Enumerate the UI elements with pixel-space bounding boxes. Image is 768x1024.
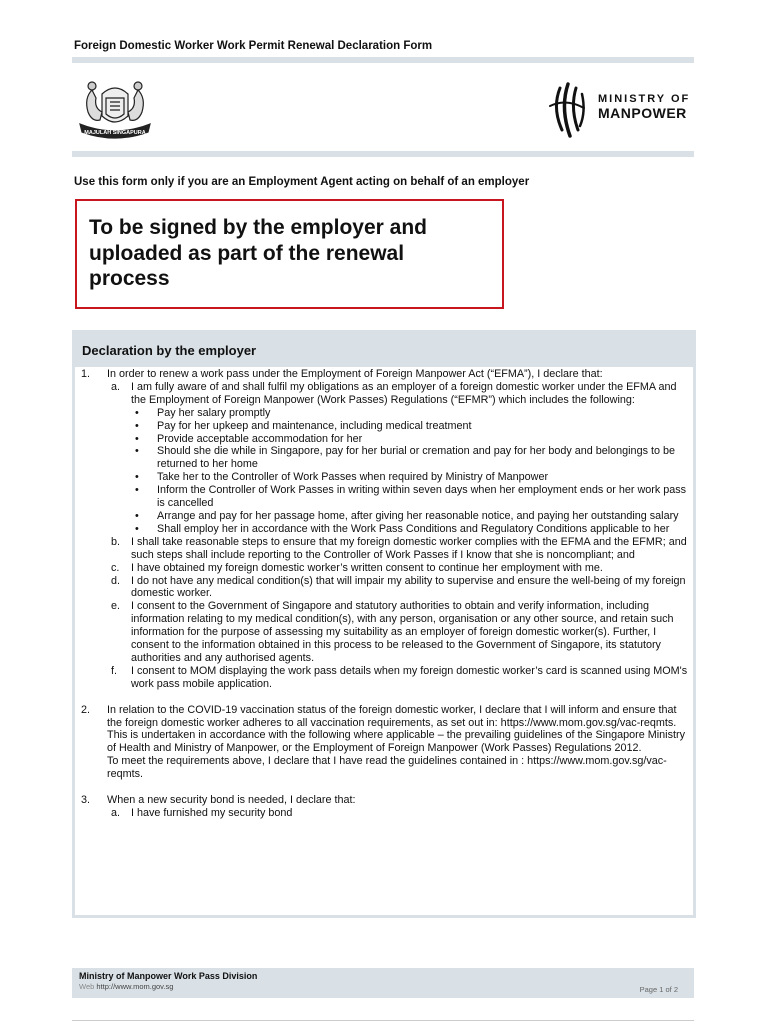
declaration-item — [75, 471, 693, 484]
svg-text:MANPOWER: MANPOWER — [598, 105, 687, 121]
declaration-item-text: I consent to MOM displaying the work pass details when my foreign domestic worker’s card is scanned using MOM's work pass mobile application. — [131, 664, 688, 690]
declaration-item — [75, 600, 693, 665]
declaration-item — [75, 794, 693, 807]
declaration-item-text: When a new security bond is needed, I declare that: — [107, 794, 356, 807]
svg-text:MAJULAH SINGAPURA: MAJULAH SINGAPURA — [84, 130, 146, 136]
list-spacer — [75, 691, 693, 704]
signing-notice-text: To be signed by the employer and uploaded as part of the renewal process — [89, 216, 427, 290]
declaration-item-text: Inform the Controller of Work Passes in writing within seven days when her employment ends or her work pass is cancelled — [157, 484, 687, 510]
declaration-item-marker: f. — [111, 664, 117, 677]
declaration-body — [75, 367, 693, 915]
declaration-item-marker: • — [135, 445, 139, 458]
document-title: Foreign Domestic Worker Work Permit Renewal Declaration Form — [74, 40, 433, 52]
footer-web-label: Web — [79, 982, 95, 991]
declaration-item — [75, 665, 693, 691]
declaration-item-text: In relation to the COVID-19 vaccination status of the foreign domestic worker, I declare that I will inform and ensure that the foreign domestic worker adheres to all vaccination requirements, as set out in: https://www.mom.gov.sg/vac-reqmts. — [107, 703, 677, 729]
usage-instruction: Use this form only if you are an Employment Agent acting on behalf of an employer — [74, 176, 530, 188]
declaration-item-text: Pay her salary promptly — [157, 406, 271, 419]
declaration-item — [75, 729, 693, 755]
header-divider-top — [72, 57, 694, 63]
declaration-item — [75, 407, 693, 420]
declaration-item-marker: • — [135, 471, 139, 484]
declaration-heading: Declaration by the employer — [82, 343, 257, 358]
declaration-item-text: This is undertaken in accordance with the following where applicable – the prevailing guidelines of the Singapore Ministry of Health and Ministry of Manpower, or the Employment of Foreign Manpower (Work Passes) Regulations 2012. — [107, 729, 685, 755]
declaration-item-text: I consent to the Government of Singapore and statutory authorities to obtain and verify information, including information relating to my medical condition(s), with any person, organisation or any other source, and retain such information for the purpose of assessing my suitability as an employer of foreign domestic worker(s). Further, I consent to the information obtained in this process to be released to the Government of Singapore, its statutory authorities and any authorised agents. — [131, 600, 674, 664]
declaration-item-text: Pay for her upkeep and maintenance, including medical treatment — [157, 419, 472, 432]
declaration-item-marker: • — [135, 509, 139, 522]
declaration-item-marker: 3. — [81, 794, 91, 807]
footer — [72, 968, 694, 998]
declaration-item — [75, 368, 693, 381]
page-number: Page 1 of 2 — [639, 985, 678, 994]
declaration-item-text: I do not have any medical condition(s) that will impair my ability to supervise and ensure the well-being of my foreign domestic worker. — [131, 574, 686, 600]
svg-text:MINISTRY OF: MINISTRY OF — [598, 93, 691, 105]
declaration-item-marker: a. — [111, 807, 121, 819]
declaration-item-marker: • — [135, 419, 139, 432]
declaration-item-marker: 2. — [81, 703, 91, 716]
declaration-item-text: Arrange and pay for her passage home, after giving her reasonable notice, and paying her outstanding salary — [157, 509, 679, 522]
declaration-item-text: Provide acceptable accommodation for her — [157, 432, 363, 445]
declaration-item — [75, 433, 693, 446]
declaration-item — [75, 704, 693, 730]
singapore-crest-logo — [72, 72, 158, 142]
declaration-item-marker: b. — [111, 535, 121, 548]
declaration-item — [75, 536, 693, 562]
signing-notice-box — [75, 199, 504, 309]
declaration-item-text: I shall take reasonable steps to ensure that my foreign domestic worker complies with the EFMA and the EFMR; and such steps shall include reporting to the Controller of Work Passes if I know that she is noncompliant; and — [131, 535, 687, 561]
declaration-item — [75, 755, 693, 781]
declaration-item-marker: d. — [111, 574, 121, 587]
footer-web-link[interactable]: http://www.mom.gov.sg — [96, 982, 174, 991]
footer-organisation: Ministry of Manpower Work Pass Division — [79, 971, 258, 981]
declaration-item — [75, 562, 693, 575]
declaration-item-text: In order to renew a work pass under the Employment of Foreign Manpower Act (“EFMA”), I declare that: — [107, 368, 603, 380]
declaration-list — [75, 367, 693, 820]
declaration-item-text: Take her to the Controller of Work Passes when required by Ministry of Manpower — [157, 471, 549, 484]
list-spacer — [75, 781, 693, 794]
declaration-item — [75, 445, 693, 471]
declaration-item-text: I have furnished my security bond — [131, 807, 293, 819]
declaration-item-marker: • — [135, 432, 139, 445]
footer-web — [79, 982, 173, 991]
declaration-item-text: I have obtained my foreign domestic worker’s written consent to continue her employment with me. — [131, 561, 603, 574]
declaration-item-marker: a. — [111, 380, 121, 393]
declaration-item-text: To meet the requirements above, I declare that I have read the guidelines contained in : https://www.mom.gov.sg/vac-reqmts. — [107, 755, 667, 781]
footer-rule — [72, 1020, 694, 1021]
declaration-item — [75, 807, 693, 820]
declaration-item — [75, 510, 693, 523]
declaration-panel — [72, 330, 696, 918]
header-divider-bottom — [72, 151, 694, 157]
declaration-item — [75, 523, 693, 536]
declaration-item-marker: e. — [111, 600, 121, 613]
declaration-item — [75, 484, 693, 510]
declaration-item — [75, 381, 693, 407]
declaration-item-marker: 1. — [81, 368, 91, 380]
ministry-of-manpower-logo — [546, 78, 696, 142]
declaration-item-marker: • — [135, 522, 139, 535]
declaration-item-marker: • — [135, 484, 139, 497]
declaration-item-marker: c. — [111, 561, 120, 574]
declaration-item-text: Shall employ her in accordance with the Work Pass Conditions and Regulatory Conditions applicable to her — [157, 522, 670, 535]
declaration-item — [75, 420, 693, 433]
declaration-item-marker: • — [135, 406, 139, 419]
declaration-item-text: I am fully aware of and shall fulfil my obligations as an employer of a foreign domestic worker under the EFMA and the Employment of Foreign Manpower (Work Passes) Regulations (“EFMR”) which includes the following: — [131, 380, 677, 406]
declaration-item-text: Should she die while in Singapore, pay for her burial or cremation and pay for her body and belongings to be returned to her home — [157, 445, 675, 471]
declaration-item — [75, 575, 693, 601]
